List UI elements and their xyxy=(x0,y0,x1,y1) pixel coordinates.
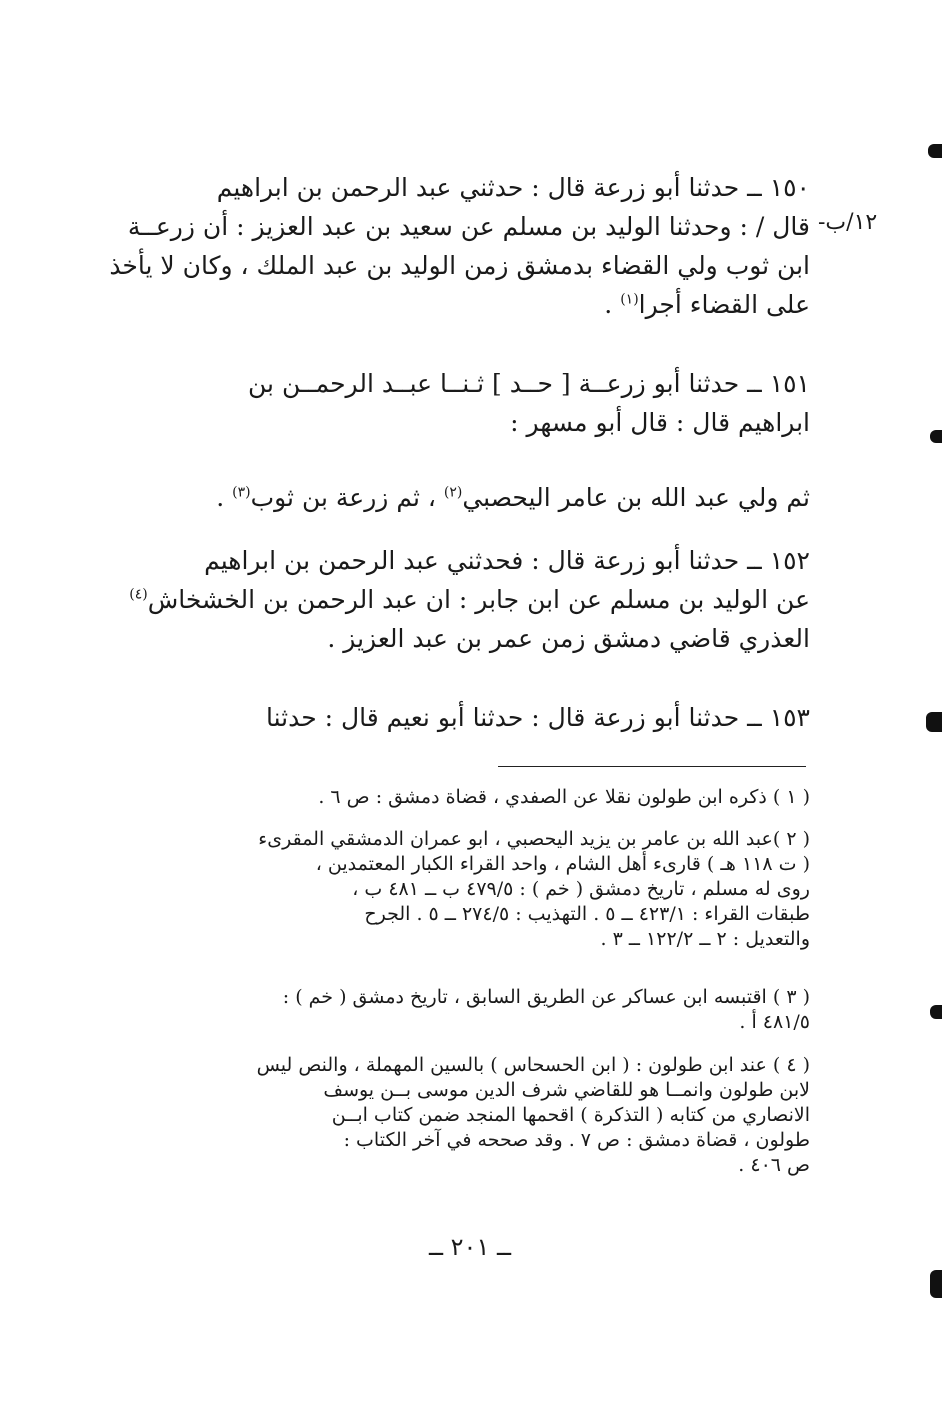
text-line: ١٥٠ ــ حدثنا أبو زرعة قال : حدثني عبد الرحمن بن ابراهيم xyxy=(216,173,810,202)
text-line xyxy=(165,285,810,324)
footnote-line: الانصاري من كتابه ( التذكرة ) اقحمها المنجد ضمن كتاب ابــن xyxy=(331,1104,810,1126)
footnote-line: طبقات القراء : ٤٢٣/١ ــ ٥ . التهذيب : ٢٧٤/٥ ــ ٥ . الجرح xyxy=(364,903,810,925)
text-segment: ثم ولي عبد الله بن عامر اليحصبي xyxy=(462,483,810,512)
footnote-line: ( ت ١١٨ هـ ) قارىء أهل الشام ، واحد القراء الكبار المعتمدين ، xyxy=(315,853,810,875)
text-line xyxy=(165,478,810,517)
scan-edge-mark xyxy=(930,1270,942,1298)
scan-edge-mark xyxy=(928,144,942,158)
scan-edge-mark xyxy=(926,712,942,732)
footnote-ref: (٤) xyxy=(129,586,148,603)
footnote-ref: (١) xyxy=(620,291,639,308)
text-line: ابراهيم قال : قال أبو مسهر : xyxy=(510,408,810,437)
footnote-ref: (٣) xyxy=(232,484,251,501)
scan-edge-mark xyxy=(930,430,942,443)
footnote-line: روى له مسلم ، تاريخ دمشق ( خم ) : ٤٧٩/٥ ب ــ ٤٨١ ب ، xyxy=(352,878,810,900)
page-number: ــ ٢٠١ ــ xyxy=(428,1233,512,1261)
paragraph-151-quote xyxy=(165,478,810,517)
manuscript-folio-marker: ١٢/ب- xyxy=(818,210,878,235)
footnote-line: لابن طولون وانمــا هو للقاضي شرف الدين موسى بــن يوسف xyxy=(323,1079,810,1101)
paragraph-150 xyxy=(109,168,810,324)
footnote-line: طولون ، قضاة دمشق : ص ٧ . وقد صححه في آخر الكتاب : xyxy=(343,1129,810,1151)
footnote-line: والتعديل : ٢ ــ ١٢٢/٢ ــ ٣ . xyxy=(600,928,810,950)
text-line: العذري قاضي دمشق زمن عمر بن عبد العزيز . xyxy=(327,624,810,653)
text-line: ابن ثوب ولي القضاء بدمشق زمن الوليد بن عبد الملك ، وكان لا يأخذ xyxy=(109,251,810,280)
footnote-1 xyxy=(165,785,810,810)
footnote-line: ( ٤ ) عند ابن طولون : ( ابن الحسحاس ) بالسين المهملة ، والنص ليس xyxy=(256,1054,810,1076)
paragraph-151 xyxy=(165,364,810,442)
footnote-4 xyxy=(165,1053,810,1178)
footnote-line: ( ٣ ) اقتبسه ابن عساكر عن الطريق السابق ، تاريخ دمشق ( خم ) : xyxy=(282,986,810,1008)
text-line: قال / : وحدثنا الوليد بن مسلم عن سعيد بن عبد العزيز : أن زرعــة xyxy=(127,212,810,241)
text-segment: . xyxy=(604,290,621,319)
footnote-2 xyxy=(165,827,810,952)
footnote-line: ص ٤٠٦ . xyxy=(738,1154,810,1176)
paragraph-153 xyxy=(165,698,810,737)
scan-edge-mark xyxy=(930,1005,942,1019)
paragraph-152 xyxy=(129,541,810,658)
text-segment: على القضاء أجرا xyxy=(638,290,810,319)
text-line: ١٥١ ــ حدثنا أبو زرعــة [ حــد ] ثـنــا عبــد الرحمــن بن xyxy=(248,369,810,398)
text-segment: . xyxy=(216,483,233,512)
footnote-line: ( ١ ) ذكره ابن طولون نقلا عن الصفدي ، قضاة دمشق : ص ٦ . xyxy=(318,786,810,808)
text-line: ١٥٣ ــ حدثنا أبو زرعة قال : حدثنا أبو نعيم قال : حدثنا xyxy=(265,703,810,732)
text-line: ١٥٢ ــ حدثنا أبو زرعة قال : فحدثني عبد الرحمن بن ابراهيم xyxy=(204,546,810,575)
footnote-ref: (٢) xyxy=(443,484,463,501)
footnote-line: ( ٢ )عبد الله بن عامر بن يزيد اليحصبي ، ابو عمران الدمشقي المقرىء xyxy=(258,828,810,850)
text-line xyxy=(129,580,810,619)
footnote-line: ٤٨١/٥ أ . xyxy=(739,1011,810,1033)
text-segment: عن الوليد بن مسلم عن ابن جابر : ان عبد الرحمن بن الخشخاش xyxy=(147,585,810,614)
footnote-divider xyxy=(498,766,806,767)
text-segment: ، ثم زرعة بن ثوب xyxy=(250,483,444,512)
footnote-3 xyxy=(165,985,810,1035)
